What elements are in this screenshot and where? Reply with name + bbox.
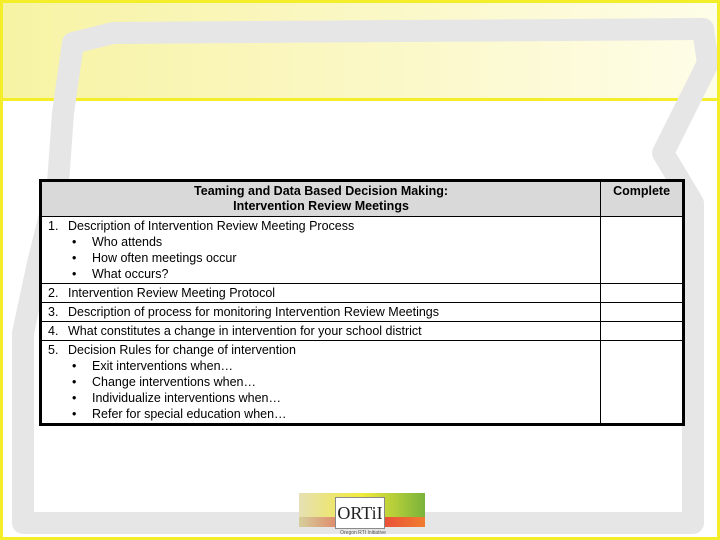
table-title-header	[41, 181, 601, 217]
complete-cell	[601, 303, 684, 322]
item-text: Decision Rules for change of intervention	[68, 343, 296, 357]
item-cell-4	[41, 322, 601, 341]
logo-tagline: Oregon RTI Initiative	[340, 530, 386, 536]
list-item: • What occurs?	[72, 267, 169, 281]
ortii-logo	[299, 491, 425, 537]
item-text: Description of Intervention Review Meeting Process	[68, 219, 355, 233]
item-cell-3	[41, 303, 601, 322]
item-number: 4.	[48, 324, 59, 338]
item-text: Description of process for monitoring Intervention Review Meetings	[68, 305, 440, 319]
complete-cell	[601, 284, 684, 303]
bullet-icon: •	[72, 391, 77, 405]
list-item: • Individualize interventions when…	[72, 391, 281, 405]
item-cell-2	[41, 284, 601, 303]
bullet-list	[48, 234, 596, 282]
list-item: • Exit interventions when…	[72, 359, 234, 373]
item-cell-5	[41, 341, 601, 425]
bullet-list	[48, 358, 596, 422]
complete-cell	[601, 341, 684, 425]
complete-cell	[601, 217, 684, 284]
title-band	[3, 3, 717, 101]
table-row	[41, 322, 684, 341]
table-row	[41, 217, 684, 284]
list-item: • Change interventions when…	[72, 375, 256, 389]
item-cell-1	[41, 217, 601, 284]
item-number: 1.	[48, 219, 59, 233]
logo-mark: ORTiI	[335, 497, 385, 529]
bullet-icon: •	[72, 359, 77, 373]
bullet-icon: •	[72, 267, 77, 281]
table-title-line2: Intervention Review Meetings	[233, 199, 409, 213]
checklist-table	[39, 179, 685, 426]
bullet-icon: •	[72, 375, 77, 389]
table-row	[41, 284, 684, 303]
table-row	[41, 303, 684, 322]
list-item: • Refer for special education when…	[72, 407, 287, 421]
item-number: 3.	[48, 305, 59, 319]
bullet-icon: •	[72, 251, 77, 265]
item-text: What constitutes a change in intervention for your school district	[68, 324, 422, 338]
item-number: 5.	[48, 343, 59, 357]
table-header-row	[41, 181, 684, 217]
list-item: • How often meetings occur	[72, 251, 237, 265]
list-item: • Who attends	[72, 235, 163, 249]
complete-cell	[601, 322, 684, 341]
table-title-line1: Teaming and Data Based Decision Making:	[194, 184, 449, 198]
item-number: 2.	[48, 286, 59, 300]
table-row	[41, 341, 684, 425]
bullet-icon: •	[72, 235, 77, 249]
bullet-icon: •	[72, 407, 77, 421]
complete-column-header: Complete	[601, 181, 684, 217]
item-text: Intervention Review Meeting Protocol	[68, 286, 276, 300]
